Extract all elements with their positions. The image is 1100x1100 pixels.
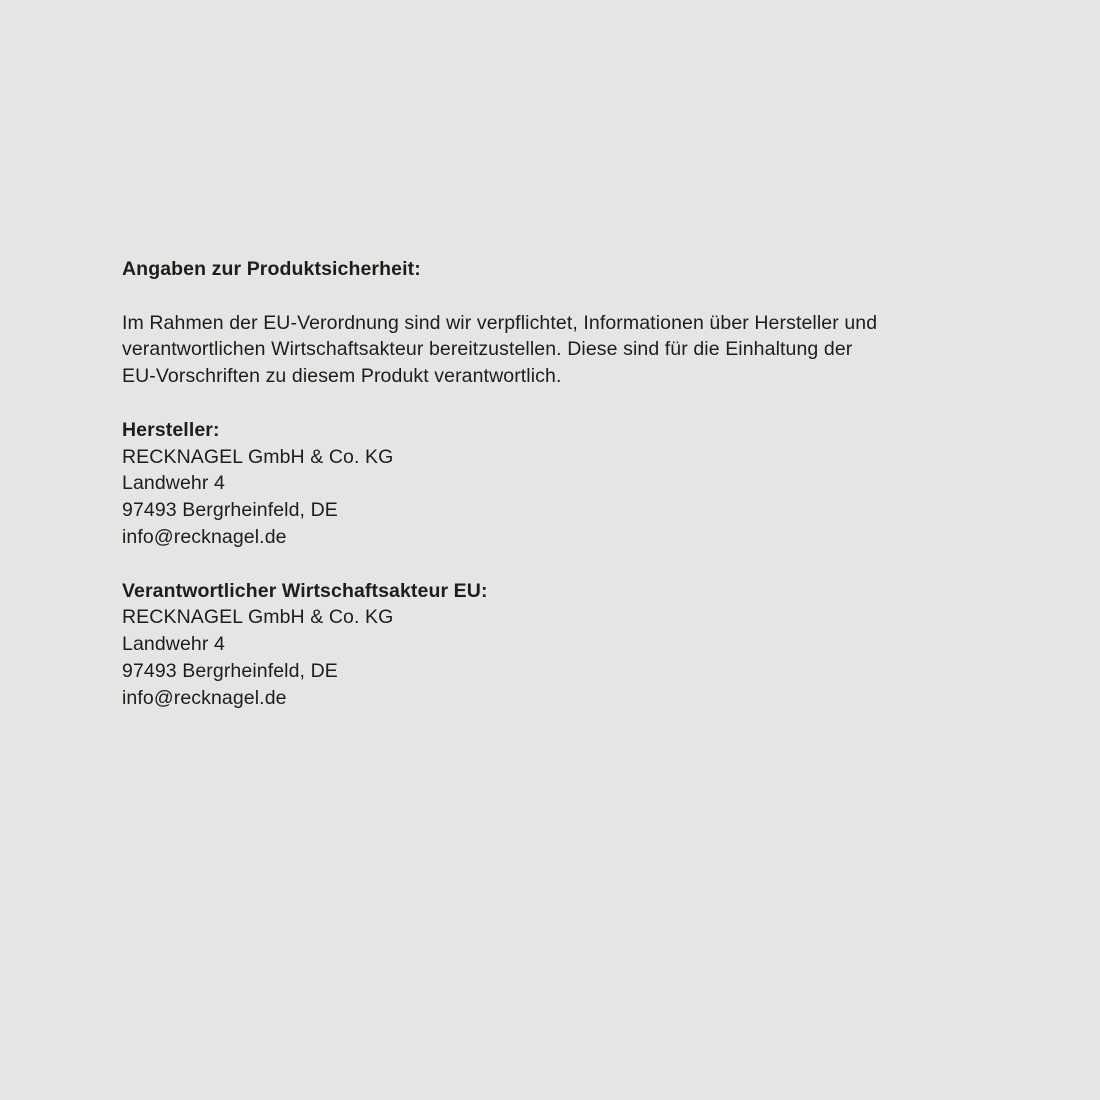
product-safety-intro <box>122 310 982 390</box>
manufacturer-city: 97493 Bergrheinfeld, DE <box>122 499 338 522</box>
manufacturer-company: RECKNAGEL GmbH & Co. KG <box>122 445 394 468</box>
intro-line: Im Rahmen der EU-Verordnung sind wir verpflichtet, Informationen über Hersteller und <box>122 311 878 334</box>
manufacturer-block <box>122 417 982 551</box>
product-safety-section <box>122 256 982 712</box>
manufacturer-heading: Hersteller: <box>122 418 220 441</box>
responsible-operator-heading: Verantwortlicher Wirtschaftsakteur EU: <box>122 579 488 602</box>
product-safety-heading: Angaben zur Produktsicherheit: <box>122 258 421 280</box>
manufacturer-street: Landwehr 4 <box>122 472 225 495</box>
responsible-operator-company: RECKNAGEL GmbH & Co. KG <box>122 606 394 629</box>
responsible-operator-block <box>122 578 982 712</box>
responsible-operator-email: info@recknagel.de <box>122 686 287 709</box>
responsible-operator-city: 97493 Bergrheinfeld, DE <box>122 659 338 682</box>
manufacturer-email: info@recknagel.de <box>122 525 287 548</box>
responsible-operator-street: Landwehr 4 <box>122 633 225 656</box>
intro-line: verantwortlichen Wirtschaftsakteur bereitzustellen. Diese sind für die Einhaltung der <box>122 338 853 361</box>
intro-line: EU-Vorschriften zu diesem Produkt verantwortlich. <box>122 365 562 388</box>
